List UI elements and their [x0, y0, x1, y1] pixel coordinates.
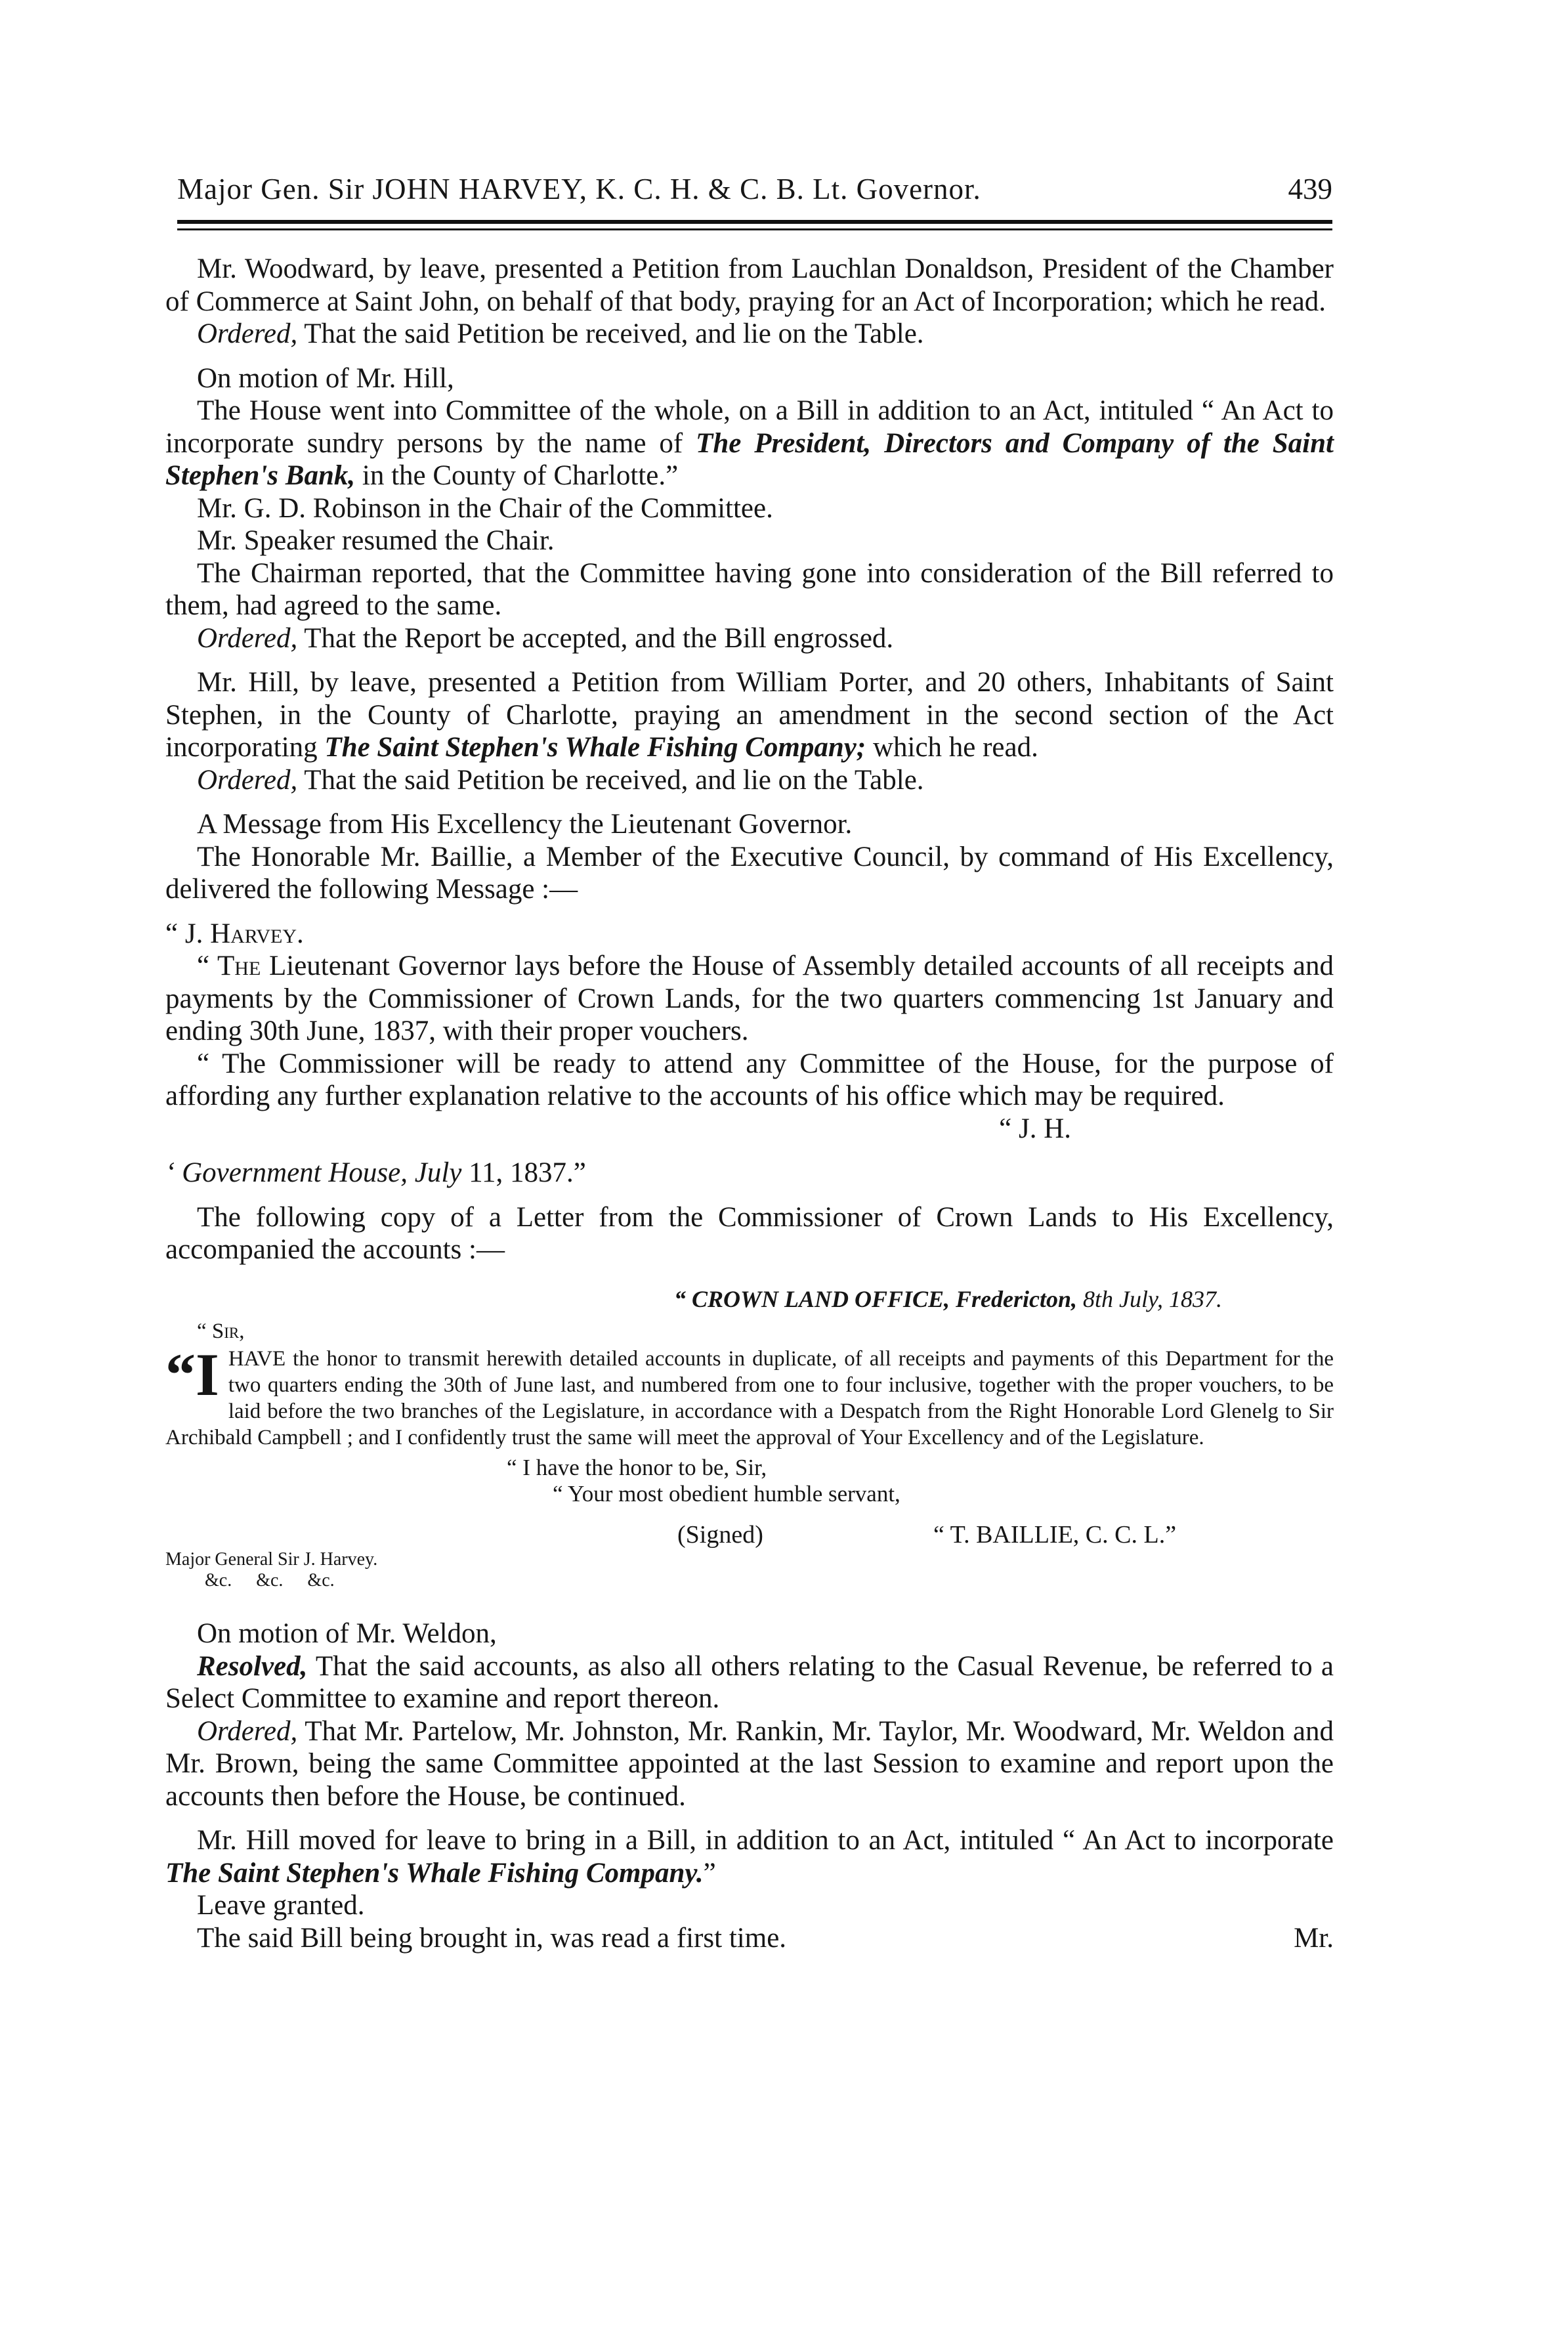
dropcap-letter: I [196, 1341, 219, 1408]
signed-label: (Signed) [677, 1521, 763, 1549]
paragraph-ordered-2 [165, 622, 1334, 655]
resolved-text: That the said accounts, as also all others relating to the Casual Revenue, be referred to a Select Committee to examine and report thereon. [165, 1650, 1334, 1714]
letter-signature-line [165, 1520, 1334, 1549]
text-run: in the County of Charlotte.” [355, 460, 679, 491]
resolved-label: Resolved, [197, 1650, 308, 1682]
ordered-label: Ordered, [197, 764, 298, 796]
paragraph-speaker: Mr. Speaker resumed the Chair. [197, 525, 555, 556]
text-run: “ The [197, 951, 261, 981]
text-run: 8th July, [1077, 1285, 1163, 1312]
paragraph-chairman-report: The Chairman reported, that the Committee having gone into consideration of the Bill referred to them, had agreed to the same. [165, 557, 1334, 621]
ordered-label: Ordered, [197, 622, 298, 654]
ordered-text: That the Report be accepted, and the Bill engrossed. [304, 622, 894, 654]
company-name: The Saint Stephen's Whale Fishing Company. [165, 1857, 704, 1889]
paragraph-committee-bill [165, 395, 1334, 492]
paragraph-petition-hill [165, 666, 1334, 764]
letter-body [165, 1341, 1334, 1451]
page-number: 439 [1288, 173, 1332, 205]
text-run: “ CROWN LAND OFFICE, Fredericton, [673, 1285, 1078, 1312]
paragraph-leave: Leave granted. [197, 1890, 365, 1921]
paragraph-message-body [165, 950, 1334, 1048]
signature-name: “ T. BAILLIE, C. C. L.” [933, 1521, 1177, 1549]
paragraph-first-reading [165, 1922, 1334, 1955]
catchword: Mr. [1294, 1922, 1334, 1954]
first-reading-text: The said Bill being brought in, was read a first time. [197, 1922, 787, 1954]
paragraph-ordered-1 [165, 318, 1334, 351]
text-run: The House went into Committee of the whole, on a Bill in addition to an Act, intituled “ An Act to incorporate sundry persons by the name of [165, 395, 1334, 459]
paragraph-ordered-committee [165, 1715, 1334, 1813]
opening-quote: “ [165, 1341, 196, 1408]
company-name: The Saint Stephen's Whale Fishing Company; [324, 732, 866, 763]
text-run: Mr. Hill, by leave, presented a Petition from William Porter, and 20 others, Inhabitants of Saint Stephen, in the County of Charlotte, praying an amendment in the second section of the Act incorporating [165, 667, 1334, 763]
paragraph-baillie: The Honorable Mr. Baillie, a Member of the Executive Council, by command of His Excellency, delivered the following Message :— [165, 841, 1334, 905]
ordered-text: That the said Petition be received, and lie on the Table. [304, 764, 924, 796]
paragraph-ordered-3 [165, 764, 1334, 797]
header-rule-thin [177, 228, 1332, 230]
paragraph-chair: Mr. G. D. Robinson in the Chair of the Committee. [197, 492, 773, 524]
text-run: 1837. [1163, 1285, 1222, 1312]
paragraph-motion-weldon: On motion of Mr. Weldon, [197, 1618, 497, 1649]
ordered-text: That Mr. Partelow, Mr. Johnston, Mr. Rankin, Mr. Taylor, Mr. Woodward, Mr. Weldon and Mr. Brown, being the same Committee appointed at the last Session to examine and report upon the accounts then before the House, be continued. [165, 1715, 1334, 1812]
text-run: which he read. [866, 732, 1038, 763]
text-run: Mr. Hill moved for leave to bring in a Bill, in addition to an Act, intituled “ An Act to incorporate [197, 1825, 1334, 1856]
paragraph-letter-intro: The following copy of a Letter from the Commissioner of Crown Lands to His Excellency, accompanied the accounts :— [165, 1201, 1334, 1265]
header-title: Major Gen. Sir JOHN HARVEY, K. C. H. & C. B. Lt. Governor. [177, 173, 981, 205]
letter-closing-2: “ Your most obedient humble servant, [553, 1481, 901, 1507]
letter-salutation: “ Sir, [197, 1319, 245, 1343]
bank-name: The President, Directors and Company of the Saint Stephen's Bank, [165, 427, 1334, 491]
paragraph-hill-bill [165, 1824, 1334, 1889]
ordered-label: Ordered, [197, 318, 298, 349]
text-run: 11, 1837.” [461, 1157, 586, 1188]
message-dateline [165, 1157, 1334, 1189]
paragraph-motion-hill: On motion of Mr. Hill, [197, 362, 454, 394]
paragraph-message-commissioner: “ The Commissioner will be ready to attend any Committee of the House, for the purpose of affording any further explanation relative to the accounts of his office which may be required. [165, 1048, 1334, 1111]
letter-dropcap [165, 1341, 219, 1408]
ordered-label: Ordered, [197, 1715, 298, 1747]
message-initials: “ J. H. [999, 1113, 1071, 1144]
letter-addressee: Major General Sir J. Harvey. [165, 1549, 378, 1570]
page-body [165, 253, 1334, 1954]
text-run: ‘ Government House, July [165, 1157, 462, 1188]
running-header [177, 172, 1332, 206]
header-rule [177, 220, 1332, 224]
paragraph-resolved [165, 1650, 1334, 1715]
letter-heading [165, 1283, 1334, 1316]
ordered-text: That the said Petition be received, and lie on the Table. [304, 318, 924, 349]
paragraph-message: A Message from His Excellency the Lieutenant Governor. [197, 809, 853, 840]
message-signature: “ J. Harvey. [165, 918, 304, 949]
text-run: Lieutenant Governor lays before the House of Assembly detailed accounts of all receipts and payments by the Commissioner of Crown Lands, for the two quarters commencing 1st January and ending 30th June, 1837, with their proper vouchers. [165, 951, 1334, 1046]
letter-text: HAVE the honor to transmit herewith detailed accounts in duplicate, of all receipts and payments of this Department for the two quarters ending the 30th of June last, and numbered from one to four inclusive, together with the proper vouchers, to be laid before the two branches of the Legislature, in accordance with a Despatch from the Right Honorable Lord Glenelg to Sir Archibald Campbell ; and I confidently trust the same will meet the approval of Your Excellency and of the Legislature. [165, 1347, 1334, 1449]
letter-etc: &c. &c. &c. [205, 1570, 335, 1591]
text-run: ” [703, 1857, 716, 1889]
paragraph-petition-woodward: Mr. Woodward, by leave, presented a Petition from Lauchlan Donaldson, President of the Chamber of Commerce at Saint John, on behalf of that body, praying for an Act of Incorporation; which he read. [165, 253, 1334, 317]
letter-closing-1: “ I have the honor to be, Sir, [507, 1455, 767, 1480]
